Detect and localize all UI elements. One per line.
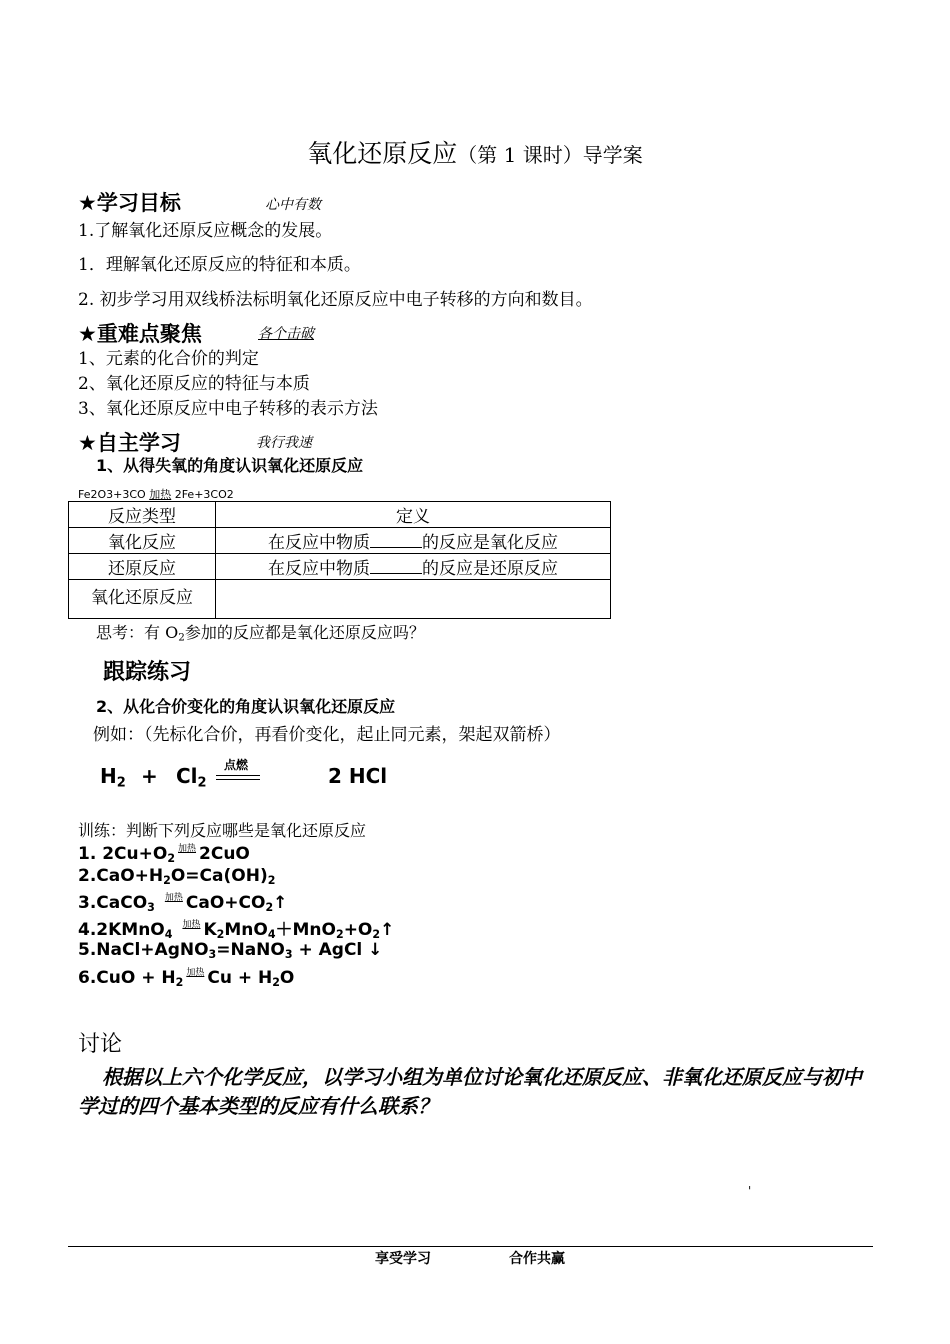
- rxn-sub: 2: [216, 927, 225, 941]
- cl2-reactant: [176, 764, 207, 791]
- table-cell-definition[interactable]: [216, 580, 611, 619]
- focus-item: 3、氧化还原反应中电子转移的表示方法: [78, 399, 378, 419]
- reaction-5: [78, 940, 382, 960]
- think-question: [96, 620, 425, 643]
- table-row: [69, 554, 611, 580]
- table-cell-definition: [216, 554, 611, 580]
- gas-arrow: ↑: [273, 893, 288, 914]
- rxn-sub: 2: [336, 927, 344, 941]
- rxn-text: ＋MnO: [275, 920, 336, 940]
- table-row: [69, 580, 611, 619]
- focus-heading: ★重难点聚焦: [78, 322, 202, 346]
- rxn-text: 2CuO: [199, 844, 250, 865]
- discussion-heading: 讨论: [78, 1032, 123, 1057]
- rxn-text: 5.NaCl+AgNO: [78, 940, 209, 960]
- rxn-sub: 2: [372, 927, 381, 941]
- table-cell-definition: [216, 528, 611, 554]
- rxn-text: 4.2KMnO: [78, 920, 165, 940]
- think-post: 参加的反应都是氧化还原反应吗？: [184, 623, 425, 642]
- hcl-product: 2 HCl: [328, 764, 388, 788]
- cl2-sub: 2: [197, 775, 207, 791]
- think-sub: 2: [178, 631, 185, 644]
- ignite-condition: 点燃: [224, 758, 249, 772]
- table-cell-type: 氧化反应: [69, 528, 216, 554]
- definition-pre: 在反应中物质: [268, 533, 370, 553]
- rxn-text: K: [203, 920, 217, 940]
- title-main: 氧化还原反应: [307, 139, 458, 168]
- rxn-text: CaO+CO: [185, 893, 266, 914]
- rxn-sub: 2: [167, 851, 175, 865]
- cl2-symbol: Cl: [176, 764, 198, 788]
- rxn-text: O: [279, 968, 295, 989]
- example-text: 例如：（先标化合价，再看价变化，起止同元素，架起双箭桥）: [93, 725, 561, 745]
- footer-divider: [68, 1246, 873, 1247]
- rxn-text: MnO: [224, 920, 268, 940]
- double-line-arrow: [216, 775, 260, 780]
- subsection-valence: 2、从化合价变化的角度认识氧化还原反应: [96, 697, 396, 716]
- rxn-condition: 加热: [182, 919, 201, 930]
- think-pre: 思考：有 O: [96, 623, 179, 642]
- equation-left: Fe2O3+3CO: [78, 488, 146, 501]
- footer-left: 享受学习: [375, 1251, 431, 1267]
- goals-heading: ★学习目标: [78, 191, 181, 215]
- rxn-text: 6.CuO + H: [78, 968, 176, 989]
- rxn-sub: 2: [267, 873, 276, 887]
- rxn-text: Cu + H: [207, 968, 273, 989]
- rxn-text: 2.CaO+H: [78, 866, 164, 886]
- focus-item: 2、氧化还原反应的特征与本质: [78, 374, 310, 394]
- rxn-text: + AgCl ↓: [292, 940, 383, 960]
- rxn-condition: 加热: [178, 844, 197, 854]
- self-study-heading: ★自主学习: [78, 431, 181, 455]
- table-cell-type: 还原反应: [69, 554, 216, 580]
- goal-item: 1.了解氧化还原反应概念的发展。: [78, 221, 333, 241]
- table-cell-type: 氧化还原反应: [69, 580, 216, 619]
- h2-symbol: H: [100, 764, 117, 788]
- definition-post: 的反应是氧化反应: [422, 533, 558, 553]
- plus-sign: +: [141, 764, 158, 788]
- rxn-sub: 3: [147, 900, 155, 914]
- table-header-cell: 定义: [216, 502, 611, 528]
- gas-arrow: ↑: [380, 920, 395, 940]
- focus-item: 1、元素的化合价的判定: [78, 349, 259, 369]
- rxn-sub: 2: [272, 975, 280, 989]
- rxn-sub: 4: [267, 927, 276, 941]
- rxn-text: O=Ca(OH): [170, 866, 268, 886]
- rxn-text: +O: [343, 920, 373, 940]
- h2-reactant: [100, 764, 126, 791]
- rxn-sub: 2: [265, 900, 274, 914]
- reaction-6: [78, 965, 294, 988]
- self-study-tag: 我行我速: [256, 435, 312, 451]
- fe-equation: [78, 486, 234, 502]
- focus-tag: 各个击破: [258, 326, 314, 342]
- equation-right: 2Fe+3CO2: [174, 488, 234, 501]
- reaction-2: [78, 866, 275, 886]
- definition-post: 的反应是还原反应: [422, 559, 558, 579]
- rxn-sub: 2: [163, 873, 171, 887]
- rxn-sub: 3: [208, 947, 217, 961]
- rxn-text: =NaNO: [216, 940, 285, 960]
- page-title: [0, 134, 950, 170]
- rxn-sub: 3: [284, 947, 293, 961]
- stray-mark: ': [748, 1184, 752, 1198]
- rxn-sub: 4: [164, 927, 173, 941]
- table-header-cell: 反应类型: [69, 502, 216, 528]
- rxn-sub: 2: [175, 975, 184, 989]
- discussion-text: 根据以上六个化学反应，以学习小组为单位讨论氧化还原反应、非氧化还原反应与初中学过的四个基本类型的反应有什么联系？: [78, 1065, 862, 1118]
- reaction-definition-table: [68, 501, 611, 619]
- table-row: [69, 528, 611, 554]
- reaction-3: [78, 890, 287, 913]
- fill-blank[interactable]: [370, 559, 422, 574]
- rxn-text: 3.CaCO: [78, 893, 148, 914]
- rxn-text: 1. 2Cu+O: [78, 844, 168, 865]
- table-header-row: [69, 502, 611, 528]
- reaction-1: [78, 841, 250, 864]
- title-sub: （第 1 课时）导学案: [457, 143, 643, 167]
- definition-pre: 在反应中物质: [268, 559, 370, 579]
- h2-sub: 2: [116, 775, 126, 791]
- footer-right: 合作共赢: [509, 1251, 565, 1267]
- fill-blank[interactable]: [370, 533, 422, 548]
- goals-tag: 心中有数: [265, 197, 321, 213]
- subsection-oxygen: 1、从得失氧的角度认识氧化还原反应: [96, 456, 364, 475]
- equation-condition: 加热: [149, 488, 172, 501]
- rxn-condition: 加热: [164, 893, 183, 903]
- goal-item: 1．理解氧化还原反应的特征和本质。: [78, 255, 361, 275]
- training-prompt: 训练：判断下列反应哪些是氧化还原反应: [78, 821, 367, 840]
- goal-item: 2. 初步学习用双线桥法标明氧化还原反应中电子转移的方向和数目。: [78, 290, 593, 310]
- rxn-condition: 加热: [186, 968, 205, 978]
- reaction-4: [78, 915, 394, 940]
- practice-heading: 跟踪练习: [103, 660, 192, 685]
